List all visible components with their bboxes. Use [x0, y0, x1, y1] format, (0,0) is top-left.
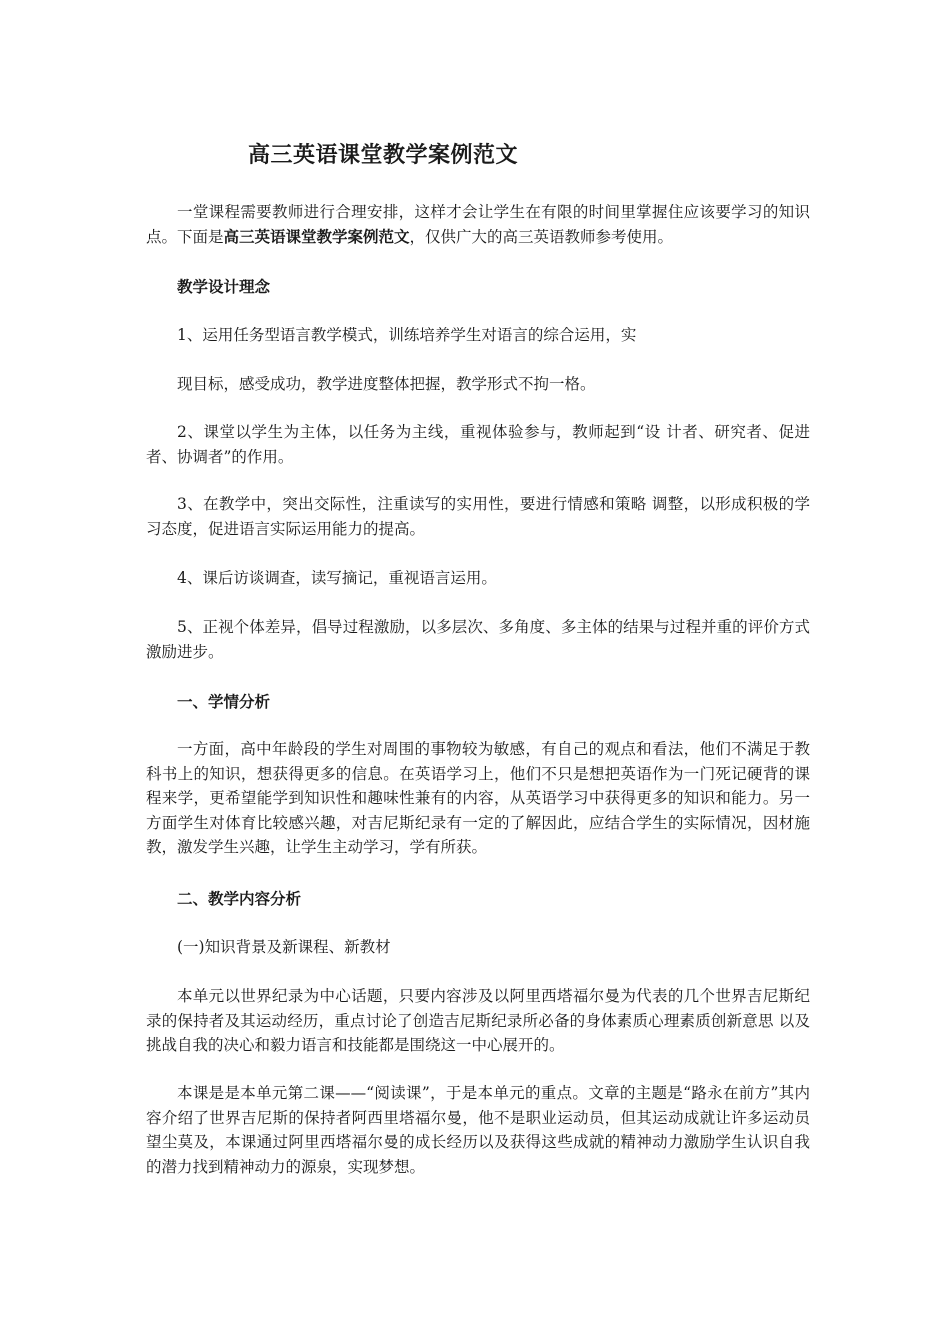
- intro-bold-title: 高三英语课堂教学案例范文: [223, 226, 410, 246]
- intro-text-end: ，仅供广大的高三英语教师参考使用。: [409, 227, 674, 246]
- design-item-1-line-2: 现目标，感受成功，教学进度整体把握，教学形式不拘一格。: [177, 375, 596, 393]
- content-paragraph-1: 本单元以世界纪录为中心话题，只要内容涉及以阿里西塔福尔曼为代表的几个世界吉尼斯纪录的保持者及其运动经历，重点讨论了创造吉尼斯纪录所必备的身体素质心理素质创新意思 以及挑战自我的决心和毅力语言和技能都是围绕这一中心展开的。: [146, 987, 810, 1054]
- subsection-heading-background: (一)知识背景及新课程、新教材: [177, 938, 391, 956]
- section-heading-design: 教学设计理念: [177, 278, 271, 296]
- intro-paragraph: [146, 200, 810, 249]
- design-item-4: 4、课后访谈调查，读写摘记，重视语言运用。: [177, 569, 497, 587]
- design-item-1-line-1: 1、运用任务型语言教学模式，训练培养学生对语言的综合运用，实: [177, 326, 637, 344]
- section-heading-content-analysis: 二、教学内容分析: [177, 890, 302, 908]
- document-title: 高三英语课堂教学案例范文: [248, 143, 519, 168]
- design-item-3: 3、在教学中，突出交际性，注重读写的实用性，要进行情感和策略 调整，以形成积极的学习态度，促进语言实际运用能力的提高。: [146, 495, 810, 538]
- section-heading-learner-analysis: 一、学情分析: [177, 693, 271, 711]
- intro-text: 一堂课程需要教师进行合理安排，这样才会让学生在有限的时间里掌握住应该要学习的知识点。下面是: [146, 203, 810, 246]
- learner-analysis-paragraph: 一方面，高中年龄段的学生对周围的事物较为敏感，有自己的观点和看法，他们不满足于教科书上的知识，想获得更多的信息。在英语学习上，他们不只是想把英语作为一门死记硬背的课程来学，更希望能学到知识性和趣味性兼有的内容，从英语学习中获得更多的知识和能力。另一方面学生对体育比较感兴趣，对吉尼斯纪录有一定的了解因此，应结合学生的实际情况，因材施教，激发学生兴趣，让学生主动学习，学有所获。: [146, 740, 810, 856]
- content-paragraph-2: 本课是是本单元第二课——“阅读课”，于是本单元的重点。文章的主题是“路永在前方”其内容介绍了世界吉尼斯的保持者阿西里塔福尔曼，他不是职业运动员，但其运动成就让许多运动员望尘莫及，本课通过阿里西塔福尔曼的成长经历以及获得这些成就的精神动力激励学生认识自我的潜力找到精神动力的源泉，实现梦想。: [146, 1084, 810, 1176]
- design-item-2: 2、课堂以学生为主体，以任务为主线，重视体验参与，教师起到“设 计者、研究者、促进者、协调者”的作用。: [146, 423, 810, 466]
- design-item-5: 5、正视个体差异，倡导过程激励，以多层次、多角度、多主体的结果与过程并重的评价方式激励进步。: [146, 618, 810, 661]
